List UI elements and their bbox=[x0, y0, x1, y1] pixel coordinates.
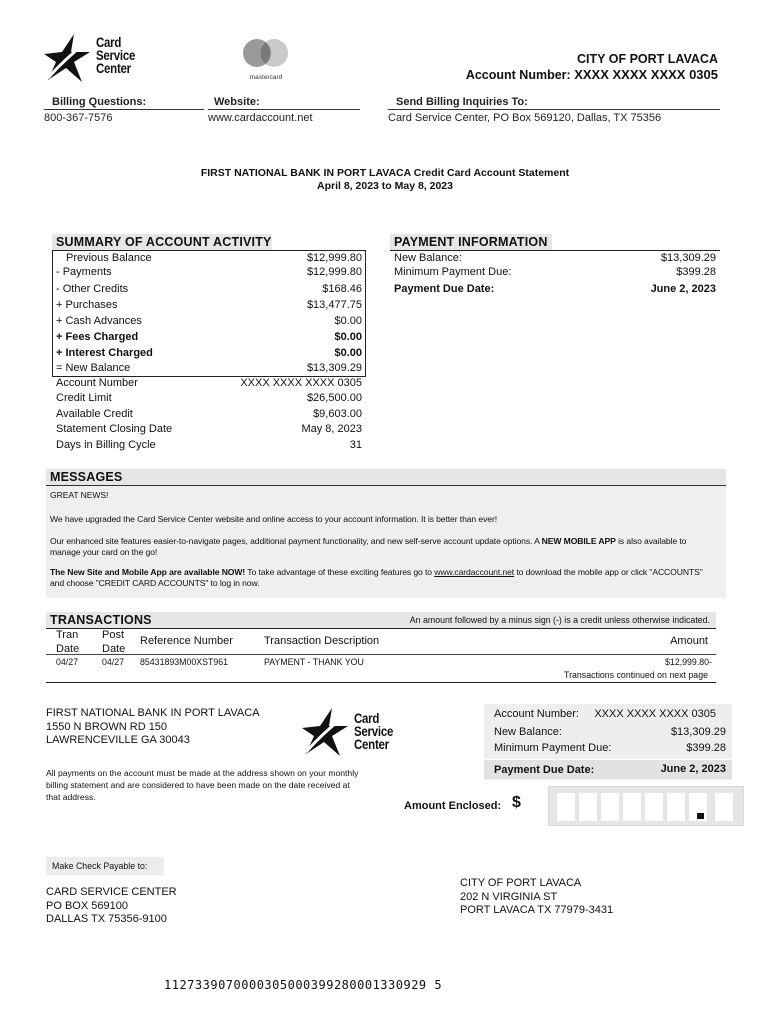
transactions-title: TRANSACTIONS bbox=[46, 612, 356, 628]
coupon-account-number: Account Number: XXXX XXXX XXXX 0305 bbox=[494, 708, 716, 720]
coupon-due-date-label: Payment Due Date: bbox=[494, 764, 595, 776]
col-tran-date: Date bbox=[56, 643, 80, 655]
tx-reference: 85431893M00XST961 bbox=[140, 657, 229, 667]
customer-address bbox=[460, 877, 613, 918]
billing-inquiries-label: Send Billing Inquiries To: bbox=[388, 96, 720, 110]
summary-details bbox=[56, 377, 362, 457]
statement-title: FIRST NATIONAL BANK IN PORT LAVACA Credit Card Account Statement bbox=[200, 167, 570, 179]
billing-inquiries bbox=[388, 96, 720, 124]
coupon-bank-address bbox=[46, 707, 260, 748]
coupon-notice: All payments on the account must be made at the address shown on your monthly billing statement and are considered to have been made on the date received at that address. bbox=[46, 768, 359, 802]
account-number-label: Account Number: bbox=[465, 68, 571, 82]
messages-paragraph-2: Our enhanced site features easier-to-navigate pages, additional payment functionality, and new self-serve account update options. A NEW MOBILE APP is also available to manage your card on the go! bbox=[50, 536, 687, 557]
payee-line-1: CARD SERVICE CENTER bbox=[46, 886, 177, 898]
transactions-rule-bottom bbox=[46, 682, 716, 683]
col-post-date: Date bbox=[102, 643, 126, 655]
star-icon bbox=[44, 34, 90, 82]
cardaccount-link[interactable]: www.cardaccount.net bbox=[434, 567, 515, 577]
billing-inquiries-address: Card Service Center, PO Box 569120, Dallas, TX 75356 bbox=[388, 112, 662, 124]
brand-logo bbox=[44, 34, 144, 82]
coupon-brand-line-1: Card bbox=[354, 710, 380, 726]
payment-due-date: Payment Due Date: June 2, 2023 bbox=[394, 283, 716, 295]
website bbox=[208, 96, 360, 124]
summary-row-new-balance: = New Balance $13,309.29 bbox=[56, 362, 362, 374]
statement-period: April 8, 2023 to May 8, 2023 bbox=[317, 180, 453, 192]
detail-available-credit: Available Credit $9,603.00 bbox=[56, 408, 362, 420]
coupon-minimum-due: Minimum Payment Due: $399.28 bbox=[494, 742, 726, 754]
amount-digit-boxes bbox=[549, 787, 745, 827]
col-amount: Amount bbox=[670, 635, 708, 647]
tx-tran-date: 04/27 bbox=[56, 657, 79, 667]
col-tran: Tran bbox=[56, 629, 79, 641]
payment-minimum-due: Minimum Payment Due: $399.28 bbox=[394, 266, 716, 278]
messages-title: MESSAGES bbox=[46, 469, 726, 485]
payment-rows bbox=[394, 252, 716, 298]
brand-line-1: Card bbox=[96, 34, 122, 50]
payee-line-2: PO BOX 569100 bbox=[46, 899, 128, 912]
account-number-value: XXXX XXXX XXXX 0305 bbox=[574, 67, 718, 82]
summary-row-other-credits: - Other Credits $168.46 bbox=[56, 283, 362, 295]
detail-account-number: Account Number XXXX XXXX XXXX 0305 bbox=[56, 377, 362, 389]
transactions-note: An amount followed by a minus sign (-) is a credit unless otherwise indicated. bbox=[356, 612, 716, 628]
brand-line-2: Service bbox=[96, 47, 136, 63]
customer-name: CITY OF PORT LAVACA bbox=[577, 52, 718, 66]
account-number-line bbox=[466, 67, 718, 82]
coupon-brand-line-3: Center bbox=[354, 736, 389, 752]
summary-title: SUMMARY OF ACCOUNT ACTIVITY bbox=[52, 234, 272, 250]
col-description: Transaction Description bbox=[264, 635, 380, 647]
transactions-rule-mid bbox=[46, 654, 716, 655]
messages-body bbox=[46, 485, 726, 598]
detail-days-in-cycle: Days in Billing Cycle 31 bbox=[56, 439, 362, 451]
detail-credit-limit: Credit Limit $26,500.00 bbox=[56, 392, 362, 404]
transactions-header bbox=[46, 629, 716, 655]
star-icon bbox=[302, 708, 348, 756]
payee-address bbox=[46, 886, 177, 927]
transactions-continued: Transactions continued on next page bbox=[564, 670, 708, 680]
tx-description: PAYMENT - THANK YOU bbox=[264, 657, 364, 667]
coupon-bank-addr2: LAWRENCEVILLE GA 30043 bbox=[46, 734, 190, 746]
coupon-bank-name: FIRST NATIONAL BANK IN PORT LAVACA bbox=[46, 707, 260, 719]
coupon-brand-logo bbox=[302, 708, 402, 756]
summary-row-interest: + Interest Charged $0.00 bbox=[56, 347, 362, 359]
amount-enclosed-label: Amount Enclosed: bbox=[404, 800, 502, 812]
summary-row-purchases: + Purchases $13,477.75 bbox=[56, 299, 362, 311]
ocr-scan-line: 1127339070000305000399280001330929 5 bbox=[164, 978, 443, 992]
messages-paragraph-1: We have upgraded the Card Service Center website and online access to your account information. It is better than ever! bbox=[50, 514, 498, 524]
coupon-new-balance: New Balance: $13,309.29 bbox=[494, 726, 726, 738]
payment-rule bbox=[390, 250, 720, 251]
customer-line-1: CITY OF PORT LAVACA bbox=[460, 877, 582, 889]
tx-amount: $12,999.80- bbox=[665, 657, 712, 667]
amount-enclosed-dollar: $ bbox=[512, 794, 521, 811]
website-link[interactable]: www.cardaccount.net bbox=[208, 112, 313, 124]
col-post: Post bbox=[102, 629, 125, 641]
summary-row-fees: + Fees Charged $0.00 bbox=[56, 331, 362, 343]
amount-enclosed-input[interactable] bbox=[548, 786, 744, 826]
coupon-bank-addr1: 1550 N BROWN RD 150 bbox=[46, 720, 168, 733]
summary-row-payments: - Payments $12,999.80 bbox=[56, 266, 362, 278]
coupon-due-date bbox=[484, 759, 732, 779]
billing-questions-phone[interactable]: 800-367-7576 bbox=[44, 112, 113, 124]
mastercard-label: mastercard bbox=[249, 74, 283, 81]
make-check-payable-label: Make Check Payable to: bbox=[46, 857, 164, 875]
brand-line-3: Center bbox=[96, 60, 131, 76]
coupon-due-date-value: June 2, 2023 bbox=[660, 763, 726, 775]
mastercard-logo bbox=[238, 38, 294, 80]
payee-line-3: DALLAS TX 75356-9100 bbox=[46, 913, 167, 925]
summary-row-previous-balance: Previous Balance $12,999.80 bbox=[66, 252, 362, 264]
payment-new-balance: New Balance: $13,309.29 bbox=[394, 252, 716, 264]
tx-post-date: 04/27 bbox=[102, 657, 125, 667]
messages-headline: GREAT NEWS! bbox=[50, 490, 109, 500]
summary-row-cash-advances: + Cash Advances $0.00 bbox=[56, 315, 362, 327]
mastercard-circles-icon bbox=[238, 38, 294, 70]
coupon-brand-line-2: Service bbox=[354, 723, 394, 739]
col-reference: Reference Number bbox=[140, 635, 233, 647]
payment-title: PAYMENT INFORMATION bbox=[390, 234, 552, 250]
website-label: Website: bbox=[208, 96, 360, 110]
detail-closing-date: Statement Closing Date May 8, 2023 bbox=[56, 423, 362, 435]
customer-line-2: 202 N VIRGINIA ST bbox=[460, 890, 558, 903]
billing-questions bbox=[44, 96, 204, 124]
messages-paragraph-3: The New Site and Mobile App are available NOW! To take advantage of these exciting features go to www.cardaccount.net to download the mobile app or click "ACCOUNTS" and choose "CREDIT CARD ACCOUNTS" to log in now. bbox=[50, 567, 703, 588]
billing-questions-label: Billing Questions: bbox=[44, 96, 204, 110]
summary-rows bbox=[56, 252, 362, 376]
table-row bbox=[46, 657, 716, 669]
customer-line-3: PORT LAVACA TX 77979-3431 bbox=[460, 904, 614, 916]
